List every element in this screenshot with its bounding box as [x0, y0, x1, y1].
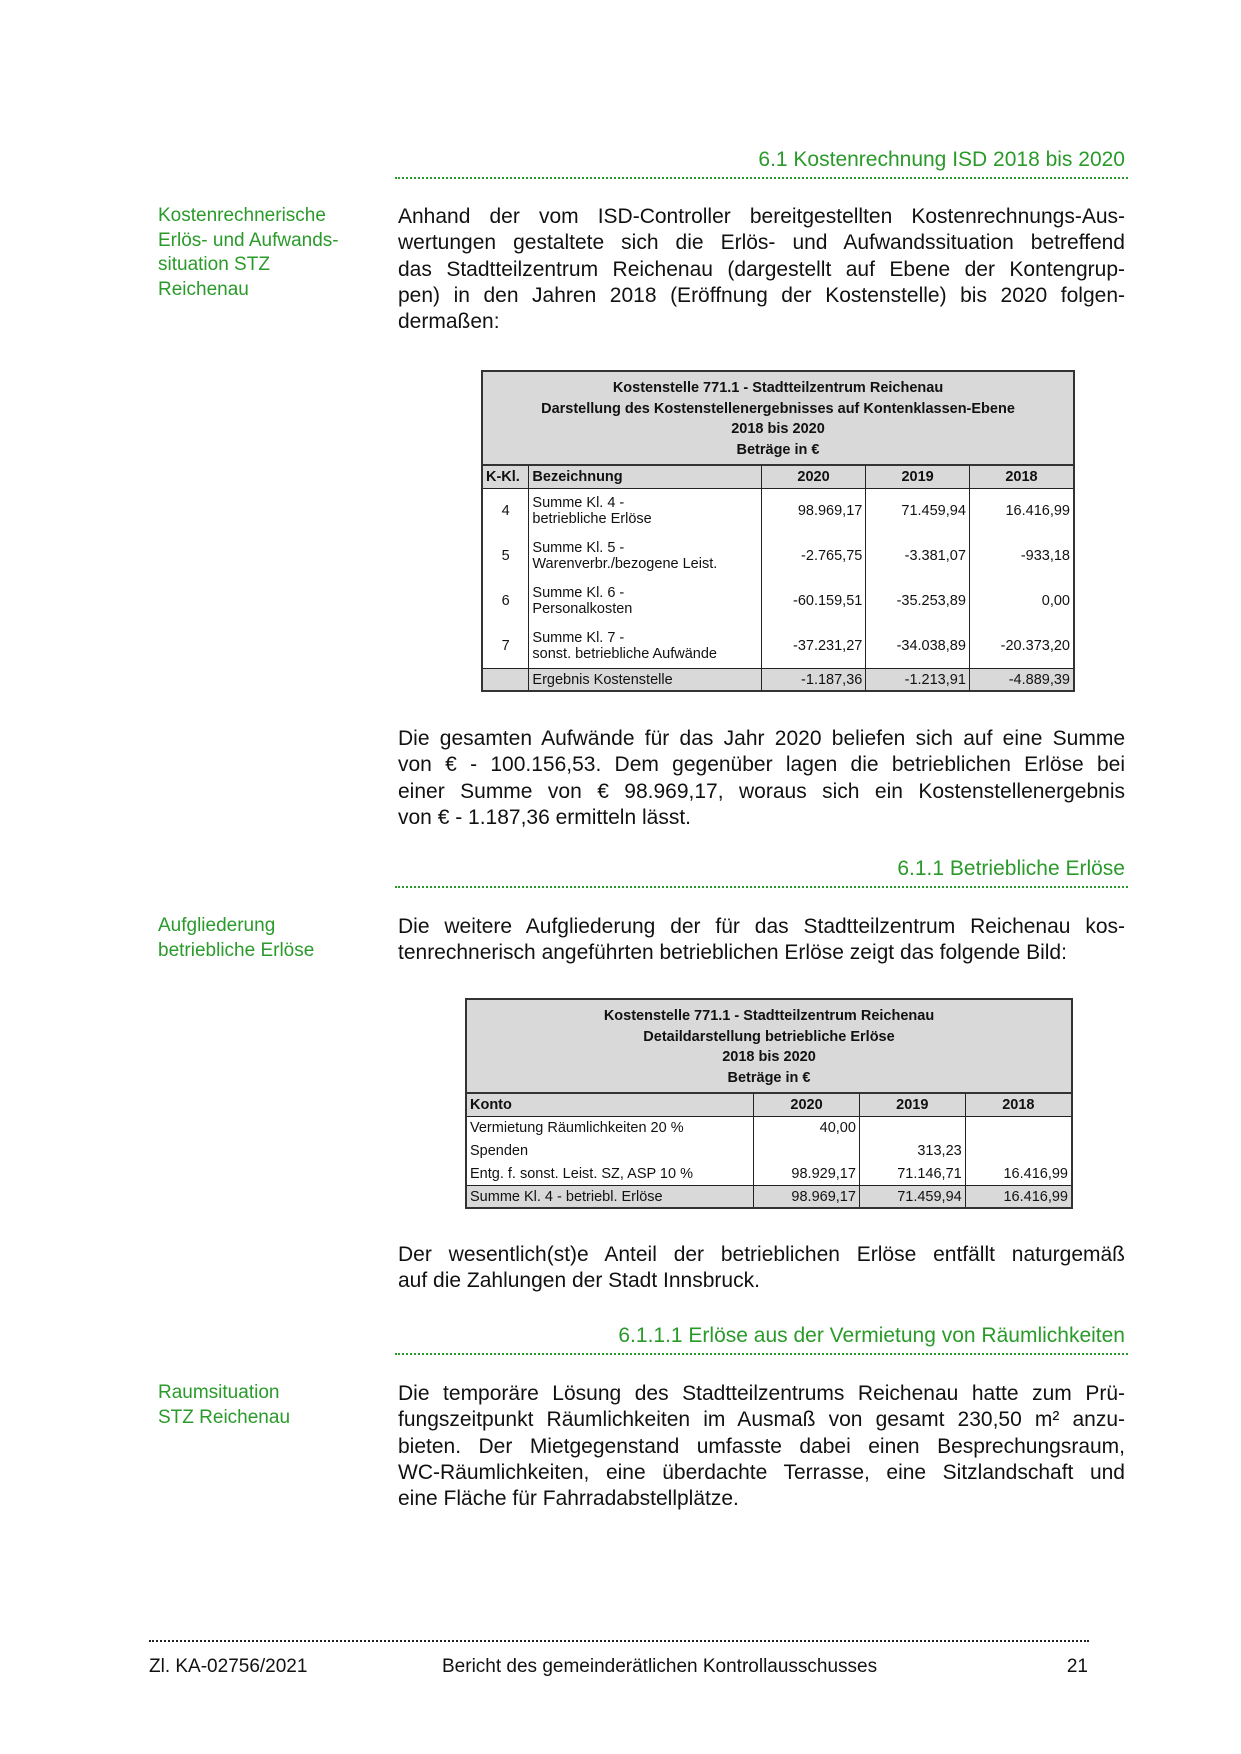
- table-row: [466, 1163, 1072, 1186]
- column-header: 2018: [969, 465, 1074, 489]
- text-line: Die temporäre Lösung des Stadtteilzentrums Reichenau hatte zum Prü-: [398, 1382, 1125, 1405]
- cell-2019: [859, 1117, 965, 1140]
- text-line: eine Fläche für Fahrradabstellplätze.: [398, 1487, 739, 1511]
- text-line: von € - 1.187,36 ermitteln lässt.: [398, 805, 691, 829]
- cell-konto: Spenden: [466, 1140, 754, 1163]
- column-header: 2020: [754, 1093, 860, 1117]
- text-line: Die gesamten Aufwände für das Jahr 2020 beliefen sich auf eine Summe: [398, 727, 1125, 750]
- column-header: 2019: [859, 1093, 965, 1117]
- cell-konto: Vermietung Räumlichkeiten 20 %: [466, 1117, 754, 1140]
- text-line: WC-Räumlichkeiten, eine überdachte Terrasse, eine Sitzlandschaft und: [398, 1460, 1125, 1484]
- cell-2019: -3.381,07: [866, 534, 970, 579]
- table-row: [466, 1117, 1072, 1140]
- cell-2019: 71.459,94: [859, 1186, 965, 1209]
- table-title-line: 2018 bis 2020: [731, 421, 825, 437]
- cell-2018: -933,18: [969, 534, 1074, 579]
- cell-name-line: Summe Kl. 4 -: [532, 495, 625, 512]
- page-number: 21: [1066, 1656, 1088, 1677]
- cell-2019: 71.146,71: [859, 1163, 965, 1186]
- text-line: von € - 100.156,53. Dem gegenüber lagen die betrieblichen Erlöse bei: [398, 753, 1125, 777]
- cell-kl: 6: [482, 579, 529, 624]
- cell-2020: 40,00: [754, 1117, 860, 1140]
- table-title-line: Detaildarstellung betriebliche Erlöse: [643, 1028, 895, 1045]
- margin-note-line: betriebliche Erlöse: [158, 939, 315, 961]
- text-line: das Stadtteilzentrum Reichenau (dargestellt auf Ebene der Kontengrup-: [398, 257, 1125, 281]
- column-header: Konto: [466, 1093, 754, 1117]
- cell-name: [529, 489, 761, 534]
- heading-divider: [395, 177, 1128, 179]
- cell-2019: -35.253,89: [866, 579, 970, 624]
- cell-2019: 71.459,94: [866, 489, 970, 534]
- table-title-line: Beträge in €: [736, 441, 820, 458]
- margin-note-line: Raumsituation: [158, 1382, 280, 1403]
- cell-name-line: Summe Kl. 6 -: [532, 585, 625, 601]
- text-line: Der wesentlich(st)e Anteil der betrieblichen Erlöse entfällt naturgemäß: [398, 1243, 1125, 1266]
- cell-2020: -1.187,36: [761, 669, 866, 692]
- margin-note-line: Aufgliederung: [158, 915, 276, 936]
- cell-2018: [965, 1117, 1072, 1140]
- paragraph-aufgliederung: [398, 914, 1125, 967]
- table-title-line: Beträge in €: [727, 1069, 811, 1086]
- margin-note-kostenrechnerische: [158, 204, 358, 302]
- column-header: 2018: [965, 1093, 1072, 1117]
- cell-2019: 313,23: [859, 1140, 965, 1163]
- table-row: [466, 1140, 1072, 1163]
- cell-2018: 0,00: [969, 579, 1074, 624]
- cell-2020: -37.231,27: [761, 624, 866, 669]
- table-title-line: Darstellung des Kostenstellenergebnisses auf Kontenklassen-Ebene: [541, 400, 1015, 417]
- margin-note-line: STZ Reichenau: [158, 1406, 291, 1428]
- cell-kl: 5: [482, 534, 529, 579]
- cell-kl: [482, 669, 529, 692]
- cell-name-line: Personalkosten: [532, 601, 633, 617]
- cell-name-line: betriebliche Erlöse: [532, 511, 652, 528]
- cell-konto: Summe Kl. 4 - betriebl. Erlöse: [466, 1186, 754, 1209]
- table-total-row: [482, 669, 1074, 692]
- cell-kl: 4: [482, 489, 529, 534]
- cell-kl: 7: [482, 624, 529, 669]
- cell-name: [529, 579, 761, 624]
- column-header: 2019: [866, 465, 970, 489]
- cell-name: [529, 534, 761, 579]
- margin-note-line: Kostenrechnerische: [158, 205, 326, 226]
- table-row: [482, 579, 1074, 624]
- text-line: bieten. Der Mietgegenstand umfasste dabei einen Besprechungsraum,: [398, 1434, 1125, 1458]
- table-row: [482, 489, 1074, 534]
- cell-name-line: Warenverbr./bezogene Leist.: [532, 556, 718, 572]
- cell-2018: 16.416,99: [965, 1186, 1072, 1209]
- cell-name: [529, 624, 761, 669]
- margin-note-line: situation STZ: [158, 254, 270, 275]
- margin-note-raumsituation: [158, 1381, 358, 1430]
- text-line: fungszeitpunkt Räumlichkeiten im Ausmaß von gesamt 230,50 m² anzu-: [398, 1408, 1125, 1432]
- text-line: einer Summe von € 98.969,17, woraus sich ein Kostenstellenergebnis: [398, 779, 1125, 803]
- table-title-line: Kostenstelle 771.1 - Stadtteilzentrum Reichenau: [603, 1008, 935, 1024]
- cell-2020: 98.969,17: [761, 489, 866, 534]
- cell-2018: 16.416,99: [965, 1163, 1072, 1186]
- cell-2020: 98.929,17: [754, 1163, 860, 1186]
- cell-name: Ergebnis Kostenstelle: [529, 669, 761, 692]
- text-line: tenrechnerisch angeführten betrieblichen Erlöse zeigt das folgende Bild:: [398, 941, 1067, 965]
- text-line: Anhand der vom ISD-Controller bereitgestellten Kostenrechnungs-Aus-: [398, 205, 1125, 228]
- cell-2020: -60.159,51: [761, 579, 866, 624]
- table-title: [466, 999, 1072, 1093]
- margin-note-line: Reichenau: [158, 278, 249, 300]
- footer-title: Bericht des gemeinderätlichen Kontrollausschusses: [442, 1656, 878, 1677]
- cell-2018: 16.416,99: [969, 489, 1074, 534]
- cell-2020: 98.969,17: [754, 1186, 860, 1209]
- table-title: [482, 371, 1074, 465]
- cell-2018: -20.373,20: [969, 624, 1074, 669]
- cell-2018: -4.889,39: [969, 669, 1074, 692]
- margin-note-aufgliederung: [158, 914, 358, 963]
- paragraph-intro: [398, 204, 1125, 335]
- cell-2020: [754, 1140, 860, 1163]
- cell-name-line: sonst. betriebliche Aufwände: [532, 645, 717, 662]
- table-betriebliche-erloese: [465, 998, 1073, 1209]
- table-row: [482, 624, 1074, 669]
- margin-note-line: Erlös- und Aufwands-: [158, 229, 339, 251]
- text-line: pen) in den Jahren 2018 (Eröffnung der Kostenstelle) bis 2020 folgen-: [398, 283, 1125, 307]
- section-heading-6-1-1-1: 6.1.1.1 Erlöse aus der Vermietung von Räumlichkeiten: [618, 1324, 1125, 1347]
- footer-divider: [149, 1640, 1089, 1642]
- table-kostenstellenergebnis: [481, 370, 1075, 692]
- column-header: Bezeichnung: [529, 465, 761, 489]
- cell-konto: Entg. f. sonst. Leist. SZ, ASP 10 %: [466, 1163, 754, 1186]
- table-row: [482, 534, 1074, 579]
- text-line: wertungen gestaltete sich die Erlös- und Aufwandssituation betreffend: [398, 231, 1125, 255]
- paragraph-raumsituation: [398, 1381, 1125, 1512]
- cell-name-line: Summe Kl. 7 -: [532, 629, 625, 646]
- section-heading-6-1: 6.1 Kostenrechnung ISD 2018 bis 2020: [758, 148, 1125, 171]
- cell-2020: -2.765,75: [761, 534, 866, 579]
- cell-2019: -34.038,89: [866, 624, 970, 669]
- paragraph-aufwaende: [398, 726, 1125, 831]
- cell-name-line: Summe Kl. 5 -: [532, 540, 625, 556]
- footer-reference: Zl. KA-02756/2021: [149, 1656, 308, 1677]
- table-title-line: 2018 bis 2020: [722, 1049, 816, 1065]
- column-header: K-Kl.: [482, 465, 529, 489]
- heading-divider: [395, 1353, 1128, 1355]
- table-header-row: [466, 1093, 1072, 1117]
- cell-2019: -1.213,91: [866, 669, 970, 692]
- cell-2018: [965, 1140, 1072, 1163]
- text-line: auf die Zahlungen der Stadt Innsbruck.: [398, 1269, 760, 1293]
- text-line: Die weitere Aufgliederung der für das Stadtteilzentrum Reichenau kos-: [398, 915, 1125, 938]
- heading-divider: [395, 886, 1128, 888]
- table-total-row: [466, 1186, 1072, 1209]
- table-title-line: Kostenstelle 771.1 - Stadtteilzentrum Reichenau: [612, 380, 944, 396]
- section-heading-6-1-1: 6.1.1 Betriebliche Erlöse: [897, 857, 1125, 880]
- text-line: dermaßen:: [398, 310, 500, 334]
- column-header: 2020: [761, 465, 866, 489]
- table-header-row: [482, 465, 1074, 489]
- paragraph-anteil: [398, 1242, 1125, 1295]
